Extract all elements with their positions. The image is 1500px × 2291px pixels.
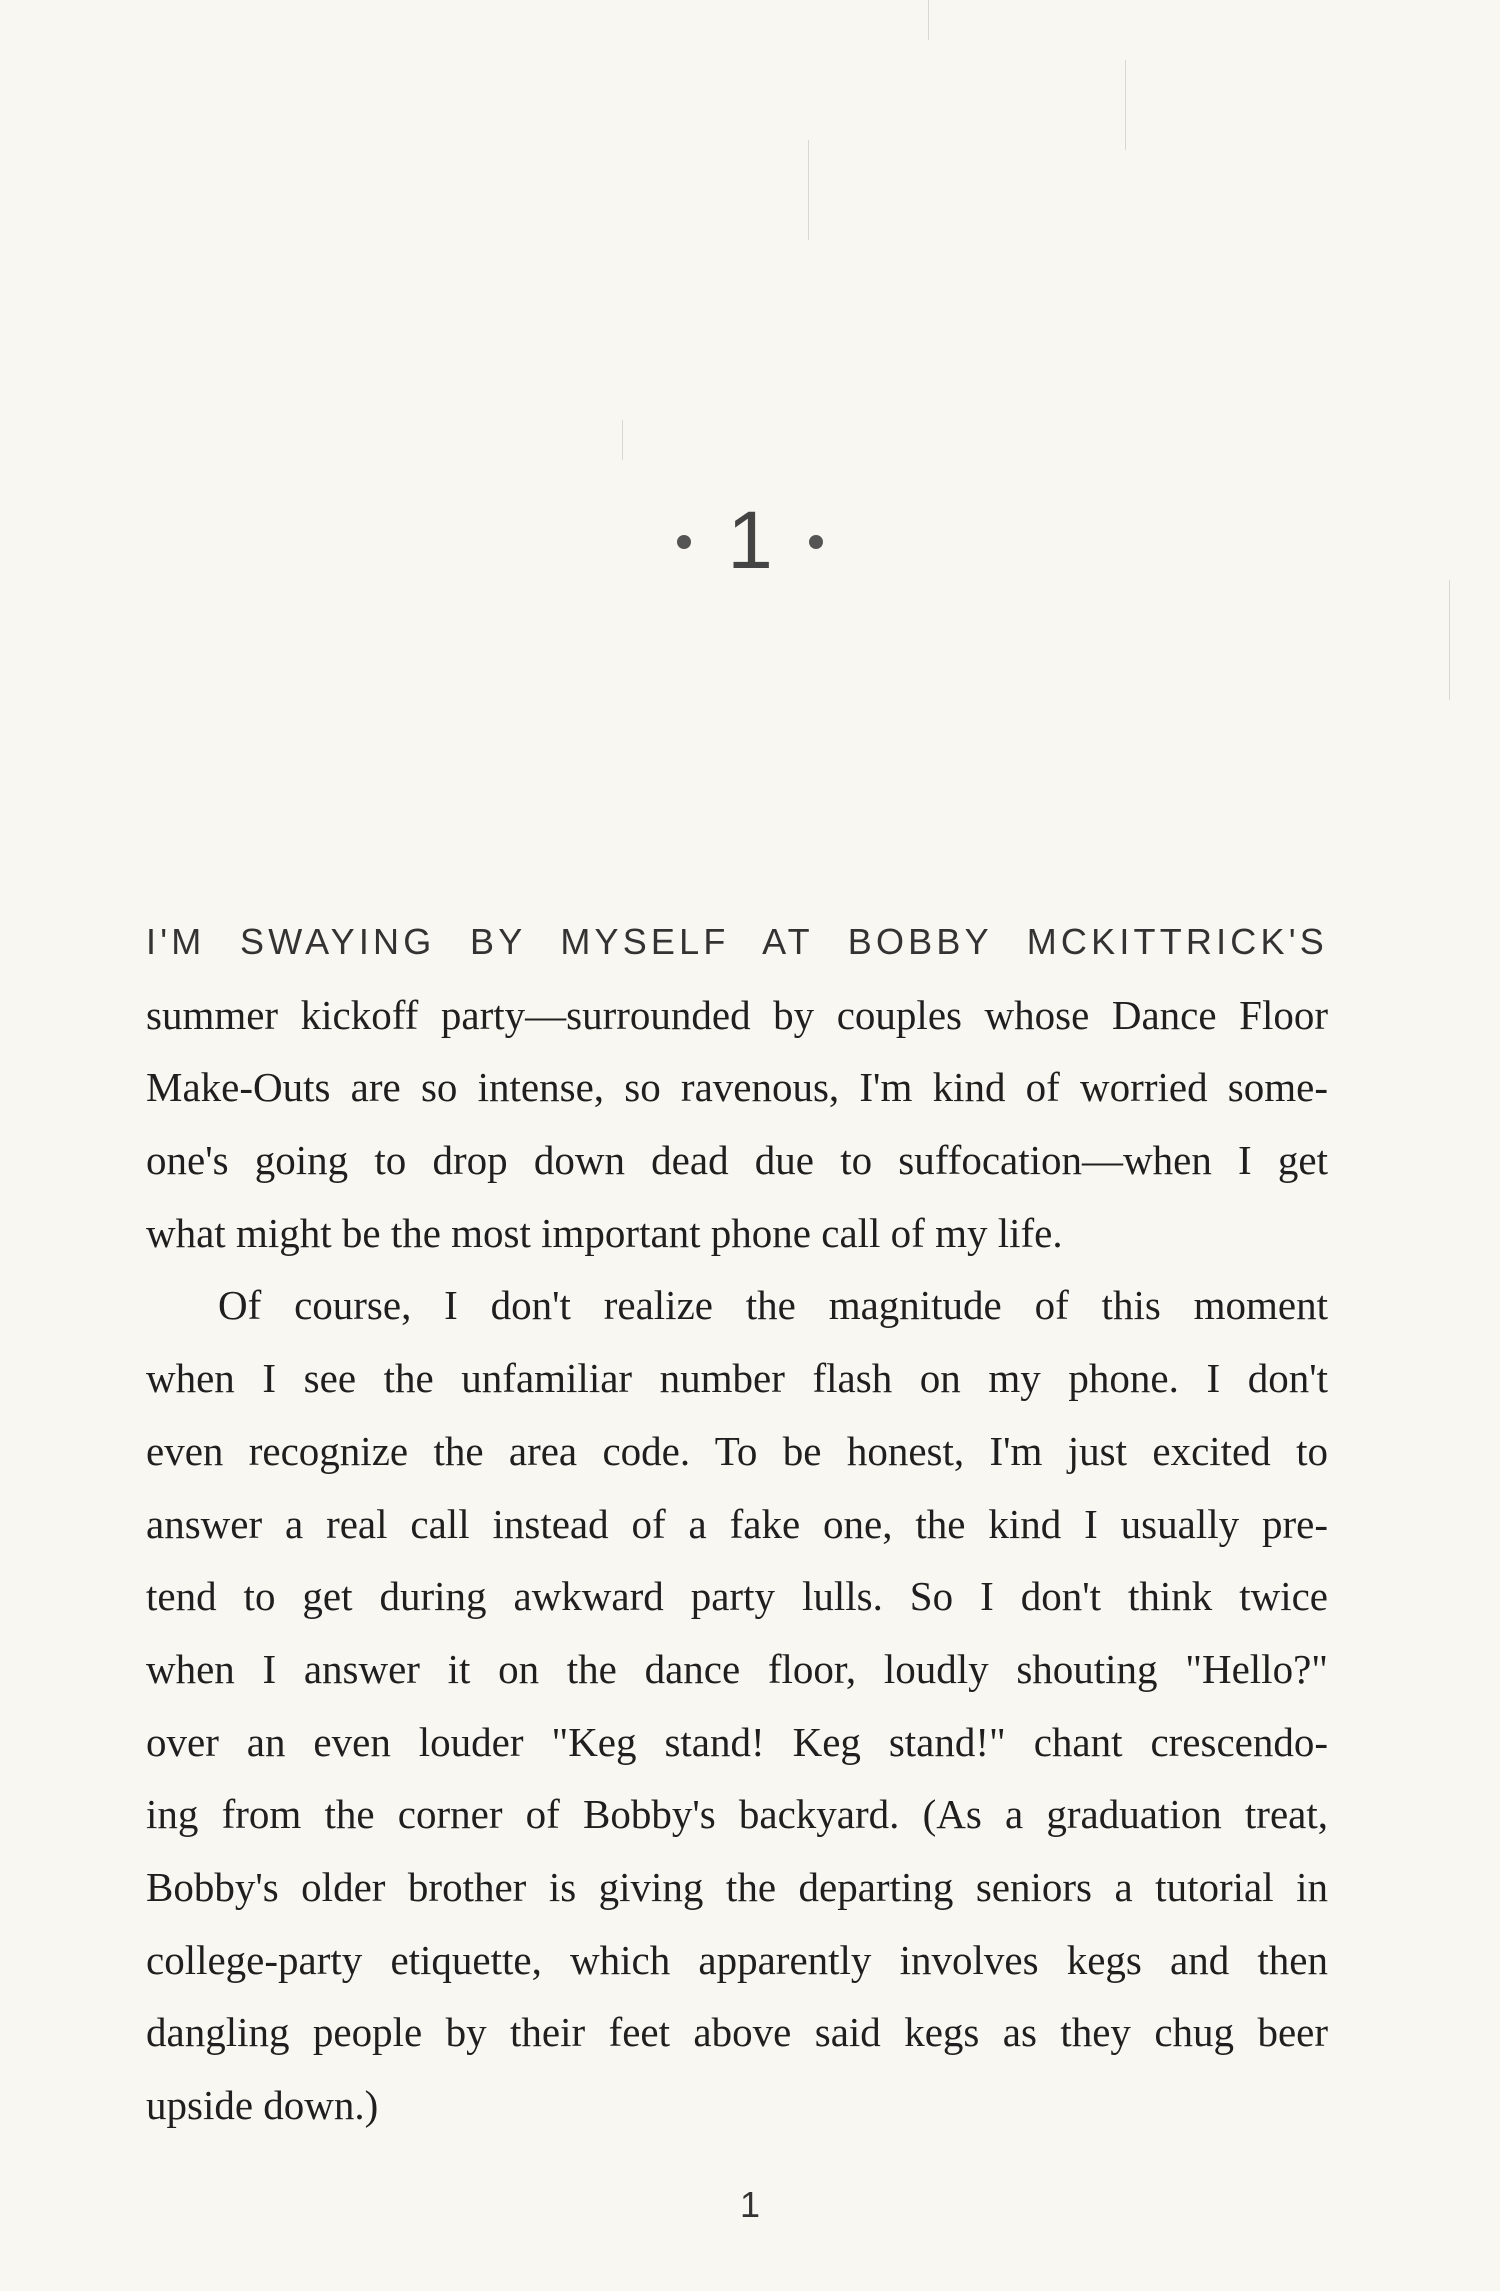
opening-small-caps-line: I'M SWAYING BY MYSELF AT BOBBY MCKITTRICK'S [146,921,1328,962]
text-line: when I see the unfamiliar number flash on my phone. I don't [146,1355,1328,1402]
scan-artifact [622,420,623,460]
text-line: answer a real call instead of a fake one, the kind I usually pre- [146,1500,1328,1547]
text-line: when I answer it on the dance floor, loudly shouting "Hello?" [146,1645,1328,1692]
text-line: ing from the corner of Bobby's backyard. (As a graduation treat, [146,1791,1328,1838]
scan-artifact [928,0,929,40]
text-line: one's going to drop down dead due to suffocation—when I get [146,1137,1328,1184]
page-number: 1 [739,2184,761,2225]
text-line: Make-Outs are so intense, so ravenous, I'm kind of worried some- [146,1064,1328,1111]
paragraph-1 [146,979,1328,1270]
chapter-text [146,906,1328,2142]
text-line: tend to get during awkward party lulls. So I don't think twice [146,1573,1328,1620]
text-line: over an even louder "Keg stand! Keg stand!" chant crescendo- [146,1718,1328,1765]
scan-artifact [1125,60,1126,150]
scan-artifact [1449,580,1450,700]
text-line: summer kickoff party—surrounded by couples whose Dance Floor [146,991,1328,1038]
chapter-heading [0,495,1500,586]
text-line: what might be the most important phone call of my life. [146,1209,1063,1256]
scan-artifact [808,140,809,240]
text-line: college-party etiquette, which apparently involves kegs and then [146,1936,1328,1983]
bullet-ornament-right [809,535,823,549]
text-line: even recognize the area code. To be honest, I'm just excited to [146,1427,1328,1474]
text-line: Of course, I don't realize the magnitude of this moment [218,1282,1328,1329]
text-line: dangling people by their feet above said kegs as they chug beer [146,2009,1328,2056]
bullet-ornament-left [677,535,691,549]
chapter-number: 1 [727,495,773,586]
text-line: upside down.) [146,2082,379,2128]
text-line: Bobby's older brother is giving the departing seniors a tutorial in [146,1863,1328,1910]
paragraph-2 [146,1269,1328,2141]
